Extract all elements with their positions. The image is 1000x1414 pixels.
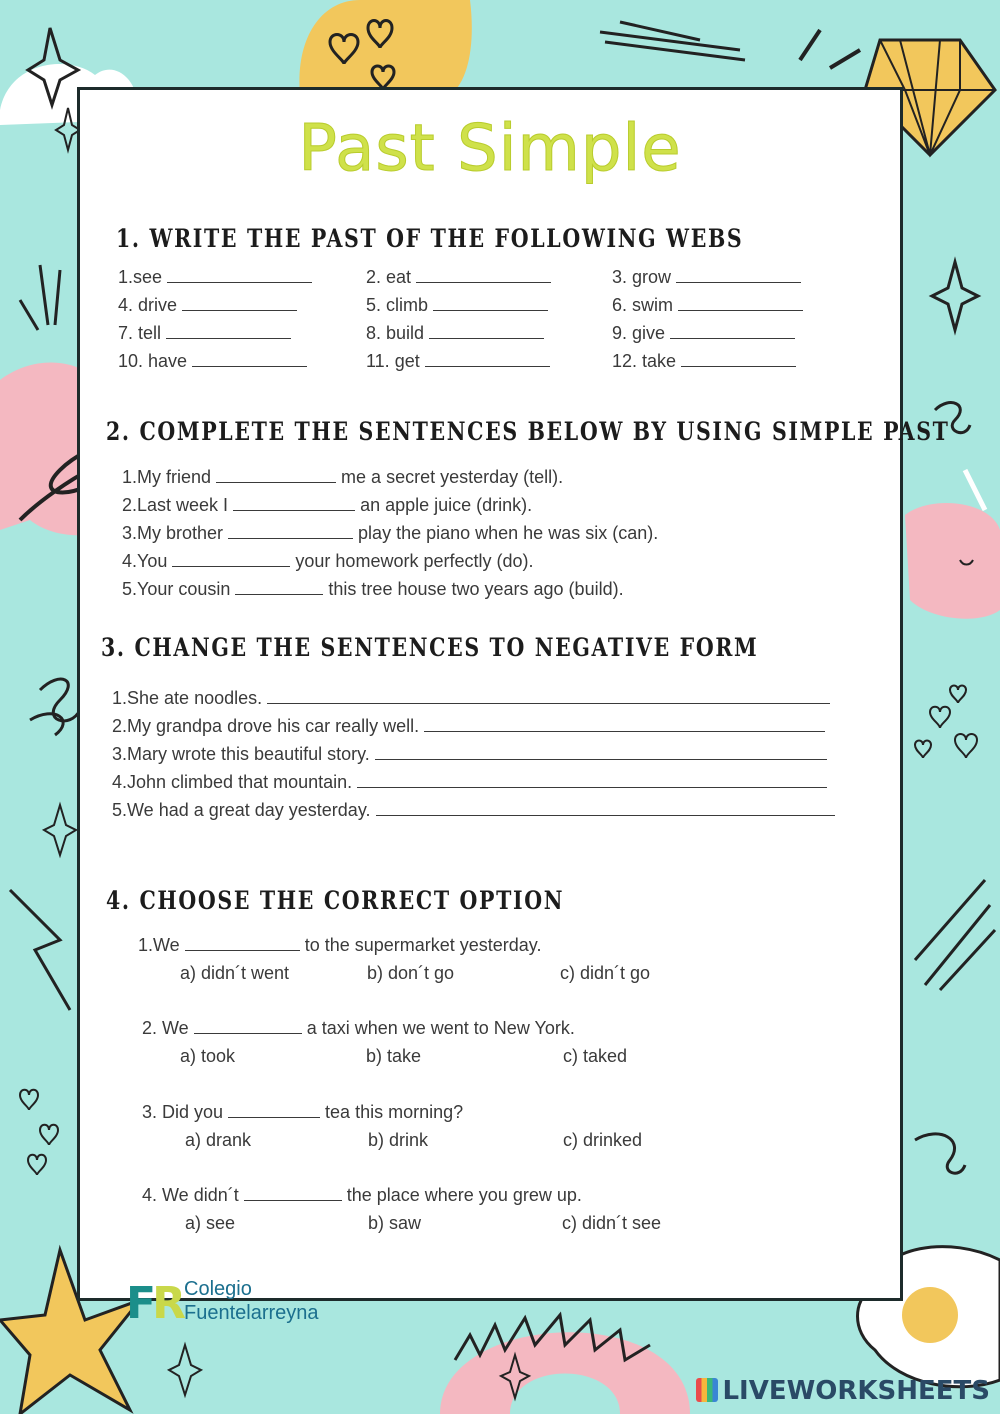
negative-sentence-item xyxy=(112,800,835,821)
answer-blank[interactable] xyxy=(233,496,355,511)
logo-mark-icon: FR xyxy=(126,1278,182,1329)
verb-text: 11. get xyxy=(366,351,420,371)
question-text-after: tea this morning? xyxy=(320,1102,464,1122)
answer-option[interactable]: a) drank xyxy=(185,1130,252,1150)
answer-blank[interactable] xyxy=(194,1019,302,1034)
answer-blank[interactable] xyxy=(433,296,548,311)
answer-blank[interactable] xyxy=(166,324,291,339)
sentence-number: 1. xyxy=(122,467,138,487)
answer-blank[interactable] xyxy=(235,580,323,595)
answer-blank[interactable] xyxy=(429,324,544,339)
verb-text: 5. climb xyxy=(366,295,429,315)
sentence-text-before: You xyxy=(137,551,173,571)
verb-item xyxy=(366,267,551,288)
liveworksheets-logo-icon xyxy=(696,1378,718,1402)
sentence-text-after: play the piano when he was six (can). xyxy=(353,523,659,543)
verb-text: 7. tell xyxy=(118,323,162,343)
negative-sentence-item xyxy=(112,744,827,765)
verb-text: 12. take xyxy=(612,351,677,371)
answer-blank[interactable] xyxy=(425,352,550,367)
answer-blank[interactable] xyxy=(376,801,835,816)
answer-blank[interactable] xyxy=(167,268,312,283)
yellow-blob-shape xyxy=(299,0,471,95)
section-2-heading: 2. COMPLETE THE SENTENCES BELOW BY USING SIMPLE PAST xyxy=(106,417,950,446)
answer-blank[interactable] xyxy=(185,936,300,951)
answer-option[interactable]: c) didn´t see xyxy=(562,1213,662,1233)
sentence-number: 4. xyxy=(122,551,138,571)
sentence-text: 3.Mary wrote this beautiful story. xyxy=(112,744,375,764)
answer-option[interactable]: b) drink xyxy=(368,1130,429,1150)
sentence-text-after: me a secret yesterday (tell). xyxy=(336,467,564,487)
answer-blank[interactable] xyxy=(670,324,795,339)
question-text-before: 2. We xyxy=(142,1018,194,1038)
question-text-before: 3. Did you xyxy=(142,1102,229,1122)
answer-blank[interactable] xyxy=(172,552,290,567)
heart-icon xyxy=(950,686,966,704)
sentence-number: 3. xyxy=(122,523,138,543)
sentence-text-after: this tree house two years ago (build). xyxy=(323,579,624,599)
question-text-after: to the supermarket yesterday. xyxy=(299,935,542,955)
heart-icon xyxy=(20,1090,38,1110)
question-text-before: 4. We didn´t xyxy=(142,1185,244,1205)
verb-text: 3. grow xyxy=(612,267,672,287)
answer-blank[interactable] xyxy=(192,352,307,367)
sentence-item xyxy=(122,523,658,544)
answer-option[interactable]: b) saw xyxy=(368,1213,422,1233)
section-3-heading: 3. CHANGE THE SENTENCES TO NEGATIVE FORM xyxy=(101,633,759,662)
sparkle-icon xyxy=(44,805,76,855)
sentence-text-after: your homework perfectly (do). xyxy=(290,551,534,571)
answer-option[interactable]: c) taked xyxy=(563,1046,628,1066)
watermark-text: LIVEWORKSHEETS xyxy=(722,1376,990,1406)
answer-blank[interactable] xyxy=(357,773,827,788)
sentence-text-before: Last week I xyxy=(137,495,234,515)
heart-icon xyxy=(28,1155,46,1175)
sentence-item xyxy=(122,551,534,572)
sentence-text-before: My friend xyxy=(137,467,217,487)
section-1-heading: 1. WRITE THE PAST OF THE FOLLOWING WEBS xyxy=(116,224,744,253)
verb-item xyxy=(612,267,801,288)
answer-blank[interactable] xyxy=(182,296,297,311)
sentence-text: 5.We had a great day yesterday. xyxy=(112,800,376,820)
question-item xyxy=(142,1185,582,1206)
question-text-before: 1.We xyxy=(138,935,185,955)
verb-item xyxy=(612,295,803,316)
verb-item xyxy=(366,323,544,344)
negative-sentence-item xyxy=(112,772,827,793)
verb-text: 10. have xyxy=(118,351,188,371)
verb-item xyxy=(366,295,548,316)
liveworksheets-watermark xyxy=(696,1376,990,1406)
verb-item xyxy=(118,351,307,372)
answer-blank[interactable] xyxy=(228,1103,320,1118)
answer-option[interactable]: a) didn´t went xyxy=(180,963,290,983)
answer-blank[interactable] xyxy=(681,352,796,367)
heart-icon xyxy=(955,734,977,758)
sentence-text: 1.She ate noodles. xyxy=(112,688,268,708)
answer-option[interactable]: c) drinked xyxy=(563,1130,643,1150)
pink-face-shape xyxy=(905,503,1000,619)
sentence-number: 5. xyxy=(122,579,138,599)
heart-icon xyxy=(930,707,950,728)
sentence-text: 2.My grandpa drove his car really well. xyxy=(112,716,425,736)
answer-blank[interactable] xyxy=(228,524,353,539)
answer-blank[interactable] xyxy=(678,296,803,311)
sentence-text-after: an apple juice (drink). xyxy=(355,495,533,515)
question-text-after: a taxi when we went to New York. xyxy=(301,1018,575,1038)
question-item xyxy=(142,1018,575,1039)
heart-icon xyxy=(40,1125,58,1145)
answer-blank[interactable] xyxy=(676,268,801,283)
answer-option[interactable]: b) don´t go xyxy=(367,963,455,983)
answer-blank[interactable] xyxy=(424,717,825,732)
verb-item xyxy=(612,323,795,344)
egg-yolk-shape xyxy=(902,1287,958,1343)
answer-blank[interactable] xyxy=(244,1186,342,1201)
sparkle-icon xyxy=(169,1345,201,1395)
page-title: Past Simple xyxy=(298,112,682,186)
negative-sentence-item xyxy=(112,688,830,709)
verb-text: 1.see xyxy=(118,267,163,287)
sentence-item xyxy=(122,579,624,600)
sentence-item xyxy=(122,467,563,488)
answer-blank[interactable] xyxy=(267,689,830,704)
sentence-text-before: My brother xyxy=(137,523,229,543)
sentence-number: 2. xyxy=(122,495,138,515)
verb-text: 8. build xyxy=(366,323,425,343)
verb-item xyxy=(118,267,312,288)
verb-text: 2. eat xyxy=(366,267,412,287)
verb-item xyxy=(118,323,291,344)
heart-icon xyxy=(915,741,931,759)
answer-blank[interactable] xyxy=(375,745,827,760)
question-item xyxy=(138,935,541,956)
verb-item xyxy=(118,295,297,316)
section-4-heading: 4. CHOOSE THE CORRECT OPTION xyxy=(106,886,565,915)
sparkle-icon xyxy=(932,262,978,330)
logo-text-line-1: Colegio xyxy=(184,1278,252,1300)
answer-blank[interactable] xyxy=(416,268,551,283)
answer-blank[interactable] xyxy=(216,468,336,483)
answer-option[interactable]: a) took xyxy=(180,1046,236,1066)
sentence-text-before: Your cousin xyxy=(137,579,236,599)
verb-text: 4. drive xyxy=(118,295,178,315)
verb-text: 9. give xyxy=(612,323,666,343)
verb-item xyxy=(612,351,796,372)
negative-sentence-item xyxy=(112,716,825,737)
verb-text: 6. swim xyxy=(612,295,674,315)
answer-option[interactable]: b) take xyxy=(366,1046,422,1066)
verb-item xyxy=(366,351,550,372)
sentence-text: 4.John climbed that mountain. xyxy=(112,772,358,792)
question-text-after: the place where you grew up. xyxy=(341,1185,582,1205)
answer-option[interactable]: a) see xyxy=(185,1213,236,1233)
logo-text-line-2: Fuentelarreyna xyxy=(184,1302,319,1324)
question-item xyxy=(142,1102,463,1123)
sentence-item xyxy=(122,495,532,516)
answer-option[interactable]: c) didn´t go xyxy=(560,963,651,983)
